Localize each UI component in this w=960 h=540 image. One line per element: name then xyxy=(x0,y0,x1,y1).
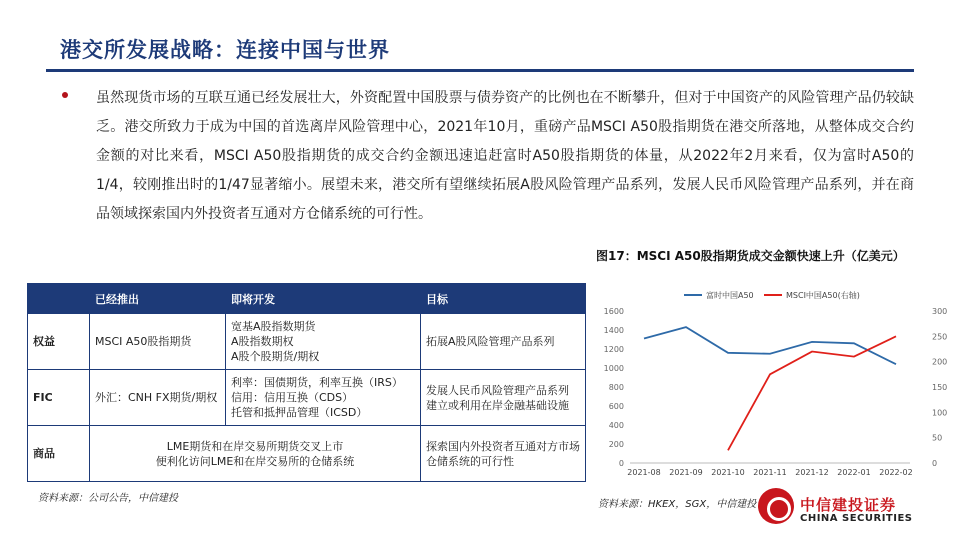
company-name-cn: 中信建投证券 xyxy=(800,496,897,514)
table-row xyxy=(28,370,586,426)
y-tick-label-right: 0 xyxy=(932,459,938,468)
upcoming-item: A股指数期权 xyxy=(231,335,294,348)
y-tick-label-left: 400 xyxy=(608,421,624,430)
y-tick-label-right: 300 xyxy=(932,307,948,316)
upcoming-item: 宽基A股指数期货 xyxy=(231,320,316,333)
table-header-cell: 目标 xyxy=(421,284,586,314)
series-line xyxy=(644,327,896,364)
legend-label: MSCI中国A50(右轴) xyxy=(786,291,860,300)
y-tick-label-right: 50 xyxy=(932,433,943,443)
line-chart xyxy=(592,283,952,483)
chart-plot-area xyxy=(644,327,896,450)
upcoming-item: 利率：国债期货，利率互换（IRS） xyxy=(231,376,403,389)
merged-item: 便利化访问LME和在岸交易所的仓储系统 xyxy=(155,454,355,468)
slide-title: 港交所发展战略：连接中国与世界 xyxy=(60,38,390,62)
table-row xyxy=(28,426,586,482)
company-logo-icon xyxy=(758,488,794,524)
y-tick-label-right: 100 xyxy=(932,408,948,418)
y-tick-label-left: 1600 xyxy=(603,307,624,316)
y-tick-label-left: 1400 xyxy=(603,326,624,335)
launched-cell: MSCI A50股指期货 xyxy=(90,314,226,370)
product-table xyxy=(27,283,586,482)
upcoming-item: 托管和抵押品管理（ICSD） xyxy=(231,406,368,419)
x-tick-label: 2021-09 xyxy=(669,468,703,477)
row-label: 权益 xyxy=(28,314,90,370)
x-tick-label: 2022-01 xyxy=(837,468,871,477)
table-header-cell: 即将开发 xyxy=(226,284,421,314)
title-divider xyxy=(46,69,914,72)
upcoming-item: 信用：信用互换（CDS） xyxy=(231,391,354,404)
row-label: 商品 xyxy=(28,426,90,482)
y-tick-label-left: 800 xyxy=(608,383,624,392)
x-tick-label: 2021-08 xyxy=(627,468,661,477)
y-tick-label-right: 250 xyxy=(932,332,948,342)
upcoming-cell xyxy=(226,314,421,370)
table-source-note: 资料来源：公司公告，中信建投 xyxy=(38,493,178,504)
row-label: FIC xyxy=(28,370,90,426)
launched-cell: 外汇：CNH FX期货/期权 xyxy=(90,370,226,426)
chart-axes xyxy=(604,307,948,477)
chart-caption: 图17：MSCI A50股指期货成交金额快速上升（亿美元） xyxy=(596,249,905,263)
chart-legend xyxy=(684,290,860,300)
y-tick-label-left: 600 xyxy=(608,402,624,411)
goal-cell: 探索国内外投资者互通对方市场仓储系统的可行性 xyxy=(421,426,586,482)
x-tick-label: 2021-11 xyxy=(753,468,787,477)
upcoming-item: A股个股期货/期权 xyxy=(231,350,320,363)
goal-cell: 拓展A股风险管理产品系列 xyxy=(421,314,586,370)
y-tick-label-left: 1200 xyxy=(603,345,624,354)
table-header-cell xyxy=(28,284,90,314)
y-tick-label-left: 0 xyxy=(618,459,624,468)
summary-paragraph: 虽然现货市场的互联互通已经发展壮大，外资配置中国股票与债券资产的比例也在不断攀升，但对于中国资产的风险管理产品仍较缺乏。港交所致力于成为中国的首选离岸风险管理中心，2021年10月，重磅产品MSCI A50股指期货在港交所落地，从整体成交合约金额的对比来看，MSCI A50股指期货的成交合约金额迅速追赶富时A50股指期货的体量，从2022年2月来看，仅为富时A50的1/4，较刚推出时的1/47显著缩小。展望未来，港交所有望继续拓展A股风险管理产品系列，发展人民币风险管理产品系列，并在商品领域探索国内外投资者互通对方仓储系统的可行性。 xyxy=(96,90,914,222)
y-tick-label-right: 150 xyxy=(932,383,948,392)
table-row xyxy=(28,314,586,370)
y-tick-label-right: 200 xyxy=(932,357,948,367)
y-tick-label-left: 200 xyxy=(608,440,624,449)
legend-label: 富时中国A50 xyxy=(706,291,754,300)
table-header-cell: 已经推出 xyxy=(90,284,226,314)
x-tick-label: 2021-10 xyxy=(711,468,745,477)
goal-cell: 发展人民币风险管理产品系列 建立或利用在岸金融基础设施 xyxy=(421,370,586,426)
upcoming-cell xyxy=(226,370,421,426)
chart-source-note: 资料来源：HKEX，SGX，中信建投 xyxy=(598,499,757,510)
table-header-row xyxy=(28,284,586,314)
bullet-icon xyxy=(62,92,68,98)
x-tick-label: 2022-02 xyxy=(879,468,913,477)
merged-item: LME期货和在岸交易所期货交叉上市 xyxy=(166,439,344,453)
x-tick-label: 2021-12 xyxy=(795,468,829,477)
merged-cell xyxy=(90,426,421,482)
company-name-en: CHINA SECURITIES xyxy=(800,513,913,524)
y-tick-label-left: 1000 xyxy=(603,364,624,373)
